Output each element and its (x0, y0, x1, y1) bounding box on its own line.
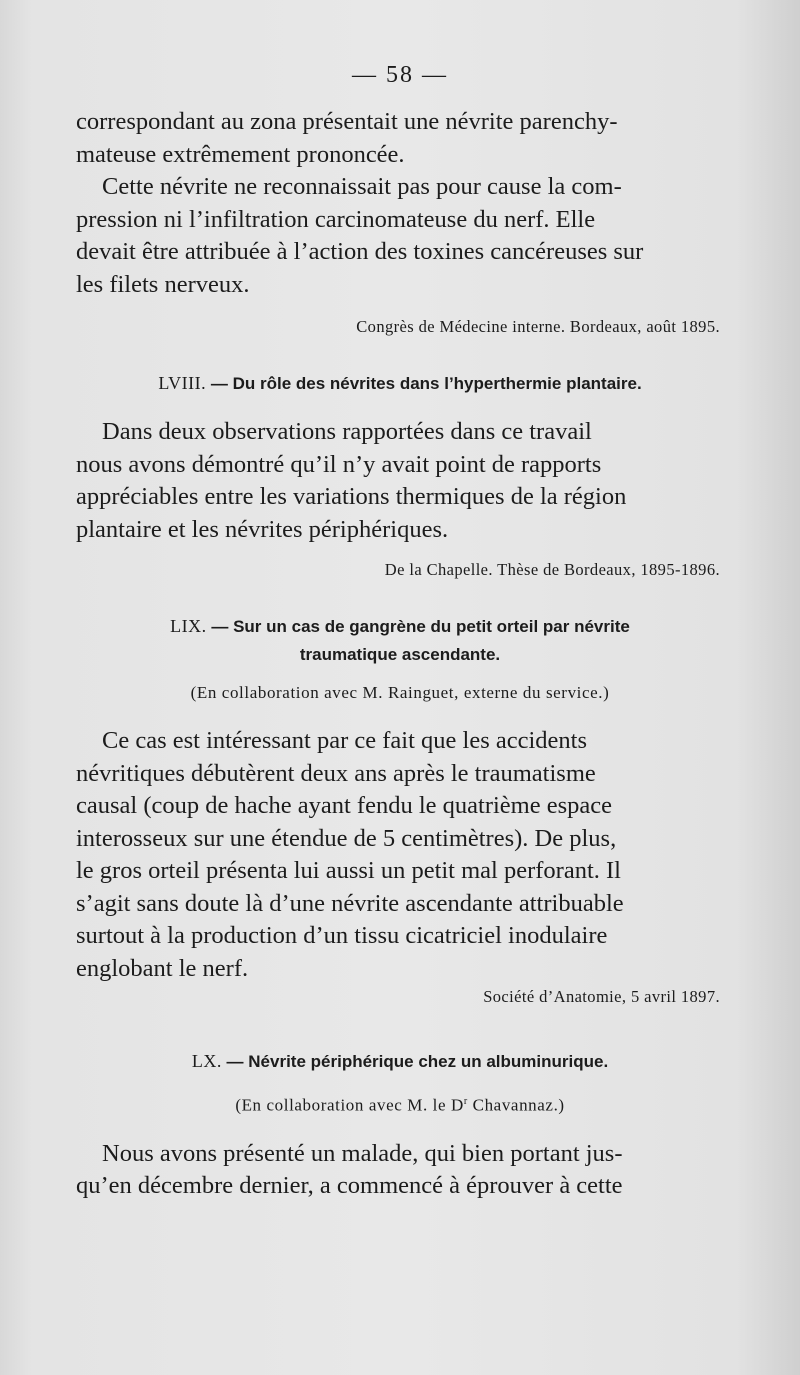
body-line: qu’en décembre dernier, a commencé à éprouver à cette (76, 1172, 623, 1200)
intro-line: correspondant au zona présentait une névrite parenchy- (76, 108, 618, 135)
section-heading-lix-line2: traumatique ascendante. (299, 645, 501, 664)
body-line: s’agit sans doute là d’une névrite ascendante attribuable (76, 889, 624, 917)
body-line: interosseux sur une étendue de 5 centimètres). De plus, (76, 824, 617, 852)
section-citation-lviii: De la Chapelle. Thèse de Bordeaux, 1895-1896. (384, 560, 720, 579)
intro-paragraph-line: pression ni l’infiltration carcinomateuse du nerf. Elle (76, 205, 596, 233)
body-line: causal (coup de hache ayant fendu le quatrième espace (76, 792, 612, 819)
section-number: LIX. (170, 616, 207, 636)
collaboration-note: (En collaboration avec M. le $D^r$ Chavannaz.) (235, 1095, 565, 1115)
superscript: r (463, 1096, 468, 1107)
section-title: — Du rôle des névrites dans l’hyperthermie plantaire. (206, 374, 642, 393)
collaboration-note: (En collaboration avec M. Rainguet, externe du service.) (190, 683, 610, 702)
body-line: surtout à la production d’un tissu cicatriciel inodulaire (76, 922, 608, 949)
section-citation-lix: Société d’Anatomie, 5 avril 1897. (483, 987, 720, 1006)
section-body-lviii (76, 416, 724, 546)
page-number: — 58 — (352, 62, 448, 88)
body-line: appréciables entre les variations thermiques de la région (76, 483, 627, 510)
intro-paragraph-line: Cette névrite ne reconnaissait pas pour cause la com- (102, 173, 622, 200)
section-body-lix (76, 725, 724, 985)
body-line: le gros orteil présenta lui aussi un petit mal perforant. Il (76, 857, 621, 884)
section-heading-lix (76, 612, 724, 641)
body-line: plantaire et les névrites périphériques. (76, 515, 449, 543)
section-title: — Sur un cas de gangrène du petit orteil par névrite (206, 617, 630, 636)
body-line: Ce cas est intéressant par ce fait que les accidents (102, 727, 588, 754)
intro-paragraph-line: les filets nerveux. (76, 270, 250, 298)
intro-paragraph-line: devait être attribuée à l’action des toxines cancéreuses sur (76, 238, 644, 265)
intro-line: mateuse extrêmement prononcée. (76, 140, 405, 168)
section-number: LX. (191, 1051, 222, 1071)
section-heading-lx (76, 1047, 724, 1076)
section-body-lx (76, 1138, 724, 1203)
body-line: Dans deux observations rapportées dans ce travail (102, 418, 592, 445)
body-line: névritiques débutèrent deux ans après le traumatisme (76, 759, 596, 787)
section-number: LVIII. (158, 373, 207, 393)
intro-citation: Congrès de Médecine interne. Bordeaux, août 1895. (356, 317, 720, 336)
body-line: nous avons démontré qu’il n’y avait point de rapports (76, 450, 602, 478)
body-line: englobant le nerf. (76, 954, 249, 982)
text-column (76, 106, 724, 1203)
body-line: Nous avons présenté un malade, qui bien portant jus- (102, 1139, 623, 1167)
section-title: — Névrite périphérique chez un albuminurique. (221, 1052, 609, 1071)
section-heading-lviii (76, 369, 724, 398)
